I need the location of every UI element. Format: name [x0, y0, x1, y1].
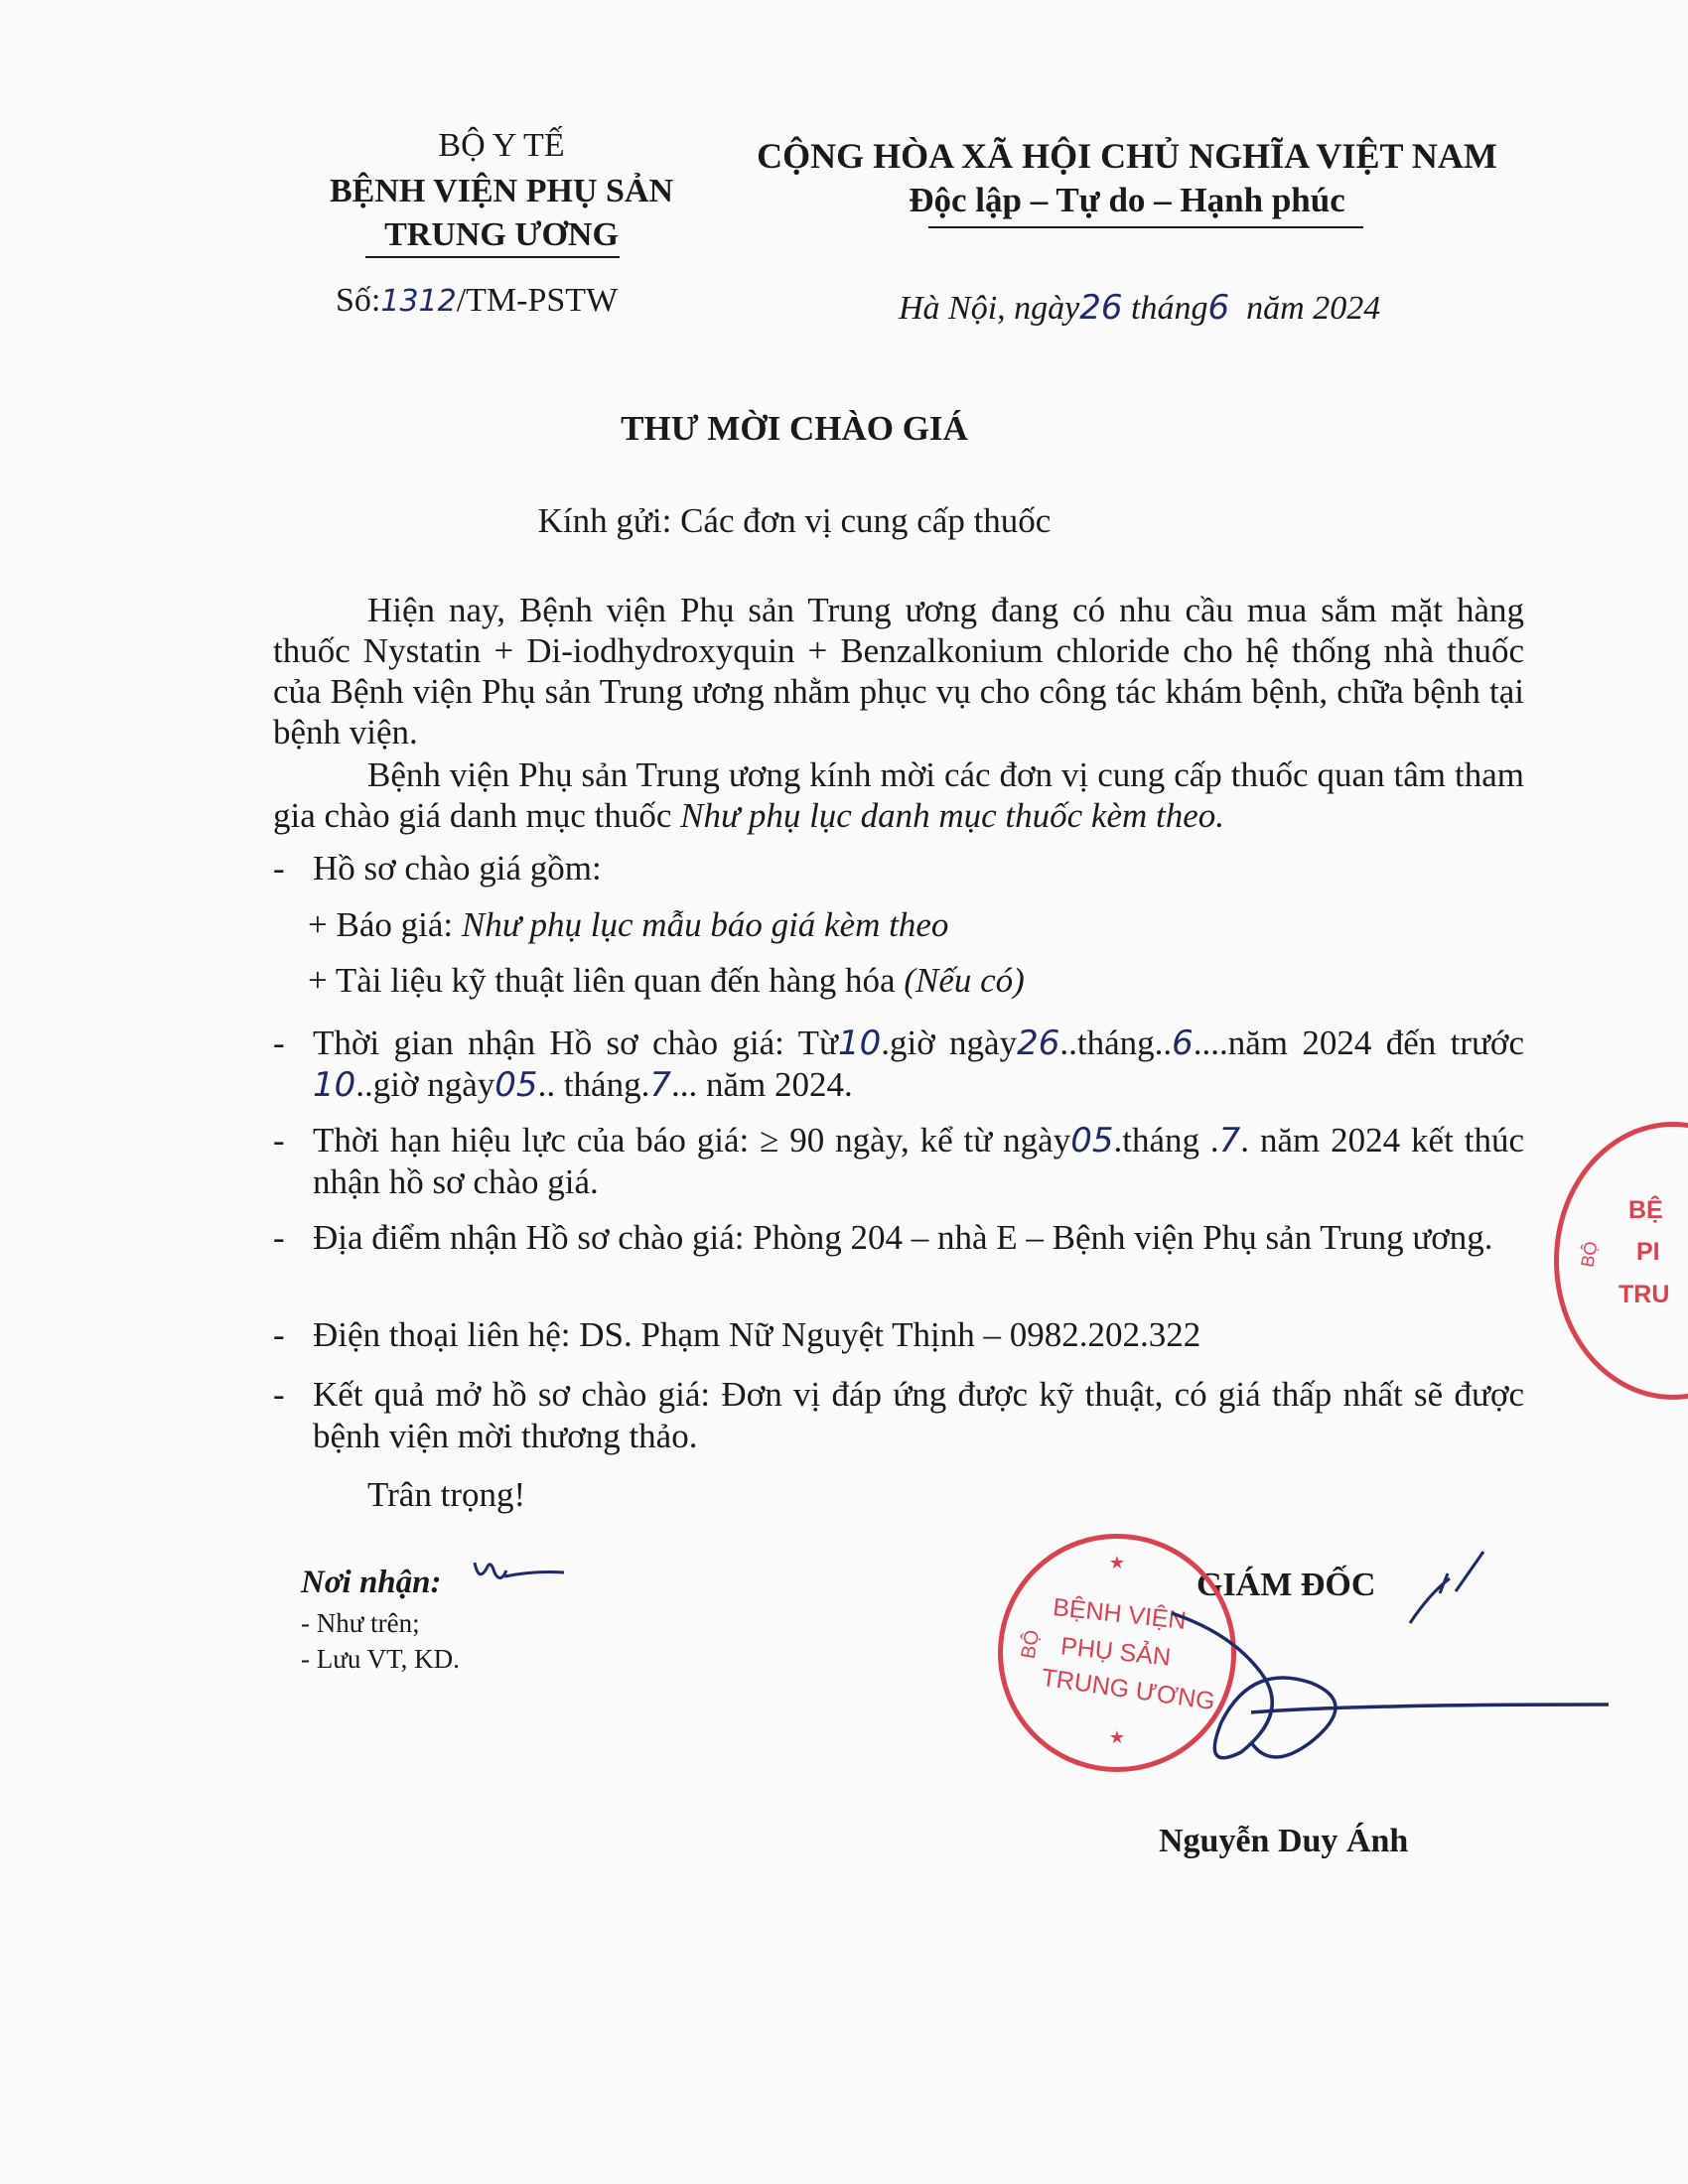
stamp-line-2: PHỤ SẢN: [1058, 1632, 1173, 1672]
motto-underline: [928, 226, 1363, 228]
stamp-side-text: BỘ: [1017, 1628, 1045, 1661]
edge-stamp-line-1: BỆ: [1628, 1196, 1663, 1224]
stamp-line-1: BỆNH VIỆN: [1051, 1593, 1188, 1635]
edge-stamp-line-2: PI: [1636, 1238, 1660, 1266]
closing-remark: Trân trọng!: [367, 1475, 526, 1514]
hospital-name-line1: BỆNH VIỆN PHỤ SẢN: [329, 173, 674, 209]
stamp-star-bottom: ★: [1108, 1727, 1126, 1747]
edge-stamp-side-text: BỘ: [1577, 1239, 1602, 1269]
recipient-line-1: - Như trên;: [301, 1608, 420, 1638]
document-title: THƯ MỜI CHÀO GIÁ: [621, 409, 968, 448]
list-item-submission-time: - Thời gian nhận Hồ sơ chào giá: Từ10.giờ ngày26..tháng..6....năm 2024 đến trước 10..giờ ngày05.. tháng.7... năm 2024.: [273, 1024, 1524, 1105]
list-item-dossier: - Hồ sơ chào giá gồm:: [273, 849, 602, 887]
handwritten-signature: [1142, 1534, 1638, 1782]
list-item-validity: - Thời hạn hiệu lực của báo giá: ≥ 90 ngày, kể từ ngày05.tháng .7. năm 2024 kết thúc nhận hồ sơ chào giá.: [273, 1121, 1524, 1201]
header-left-underline: [365, 256, 620, 258]
edge-stamp: [1554, 1122, 1688, 1400]
date-line: Hà Nội, ngày26 tháng6 năm 2024: [899, 288, 1381, 328]
salutation: Kính gửi: Các đơn vị cung cấp thuốc: [537, 501, 1052, 540]
list-item-result: - Kết quả mở hồ sơ chào giá: Đơn vị đáp ứng được kỹ thuật, có giá thấp nhất sẽ được bệnh viện mời thương thảo.: [273, 1375, 1524, 1455]
hospital-name-line2: TRUNG ƯƠNG: [384, 216, 619, 253]
stamp-star-top: ★: [1108, 1553, 1126, 1572]
sub-item-quote: + Báo giá: Như phụ lục mẫu báo giá kèm theo: [308, 905, 949, 944]
signatory-name: Nguyễn Duy Ánh: [1159, 1823, 1409, 1859]
stamp-line-3: TRUNG ƯƠNG: [1039, 1663, 1217, 1716]
ministry-name: BỘ Y TẾ: [438, 127, 565, 164]
recipients-label: Nơi nhận:: [301, 1565, 442, 1600]
paragraph-intro: Hiện nay, Bệnh viện Phụ sản Trung ương đang có nhu cầu mua sắm mặt hàng thuốc Nystatin + Di-iodhydroxyquin + Benzalkonium chloride cho hệ thống nhà thuốc của Bệnh viện Phụ sản Trung ương nhằm phục vụ cho công tác khám bệnh, chữa bệnh tại bệnh viện.: [273, 591, 1524, 751]
paragraph-invitation: Bệnh viện Phụ sản Trung ương kính mời các đơn vị cung cấp thuốc quan tâm tham gia chào giá danh mục thuốc Như phụ lục danh mục thuốc kèm theo.: [273, 755, 1524, 835]
national-motto: Độc lập – Tự do – Hạnh phúc: [909, 181, 1345, 219]
recipient-line-2: - Lưu VT, KD.: [301, 1644, 460, 1674]
document-number: Số:1312/TM-PSTW: [336, 282, 619, 319]
edge-stamp-line-3: TRU: [1618, 1281, 1670, 1308]
nation-title: CỘNG HÒA XÃ HỘI CHỦ NGHĨA VIỆT NAM: [757, 136, 1497, 176]
list-item-phone: - Điện thoại liên hệ: DS. Phạm Nữ Nguyệt Thịnh – 0982.202.322: [273, 1315, 1201, 1354]
list-item-location: - Địa điểm nhận Hồ sơ chào giá: Phòng 204 – nhà E – Bệnh viện Phụ sản Trung ương.: [273, 1218, 1493, 1257]
sub-item-technical-docs: + Tài liệu kỹ thuật liên quan đến hàng hóa (Nếu có): [308, 961, 1025, 1000]
initials-mark: [469, 1549, 578, 1598]
signatory-position: GIÁM ĐỐC: [1196, 1567, 1376, 1603]
